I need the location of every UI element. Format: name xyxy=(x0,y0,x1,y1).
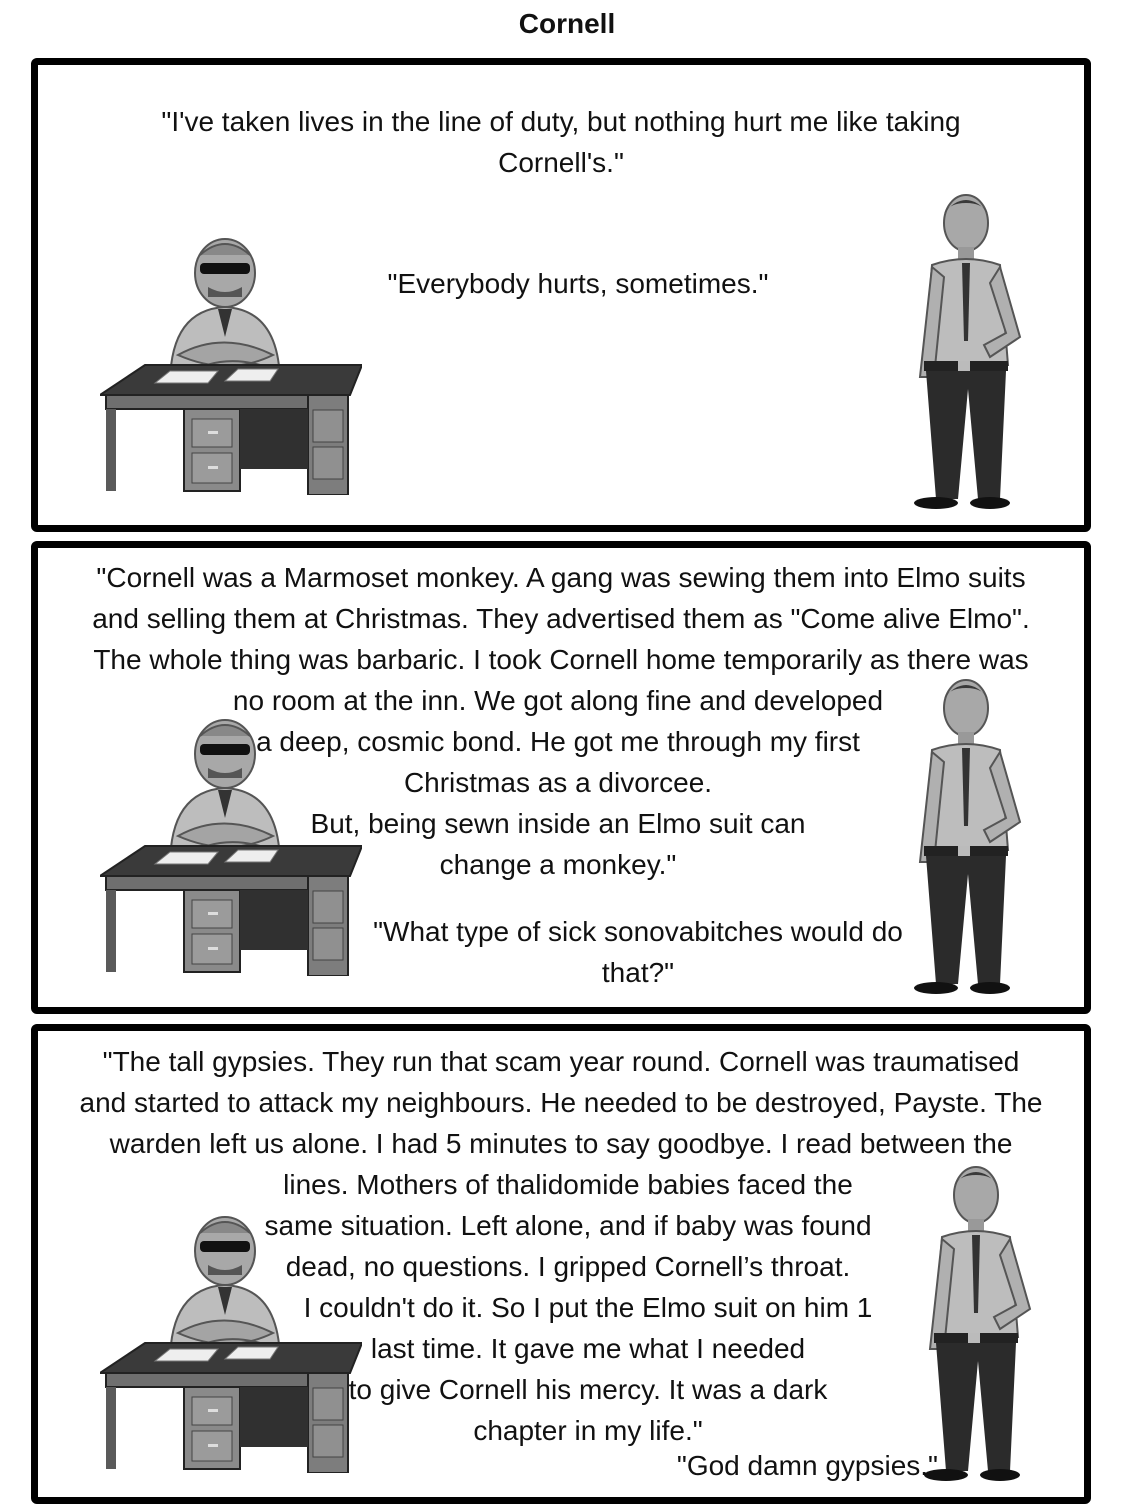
narration-line: same situation. Left alone, and if baby was found xyxy=(264,1210,872,1241)
narration-line: dead, no questions. I gripped Cornell’s throat. xyxy=(285,1251,851,1282)
narration-line: chapter in my life." xyxy=(473,1415,703,1446)
page-title: Cornell xyxy=(518,8,616,39)
standing-officer xyxy=(898,191,1034,511)
reply-line: that?" xyxy=(601,957,675,988)
narration-line: "I've taken lives in the line of duty, but nothing hurt me like taking xyxy=(161,106,961,137)
narration-line: last time. It gave me what I needed xyxy=(370,1333,806,1364)
reply-line: "God damn gypsies." xyxy=(676,1450,938,1481)
narration-line: lines. Mothers of thalidomide babies faced the xyxy=(283,1169,853,1200)
comic-panel-3 xyxy=(31,1024,1091,1504)
narration-line: "The tall gypsies. They run that scam year round. Cornell was traumatised xyxy=(102,1046,1020,1077)
narration-line: a deep, cosmic bond. He got me through my first xyxy=(256,726,860,757)
reply-line: "Everybody hurts, sometimes." xyxy=(387,268,769,299)
narration-line: to give Cornell his mercy. It was a dark xyxy=(348,1374,828,1405)
narration-line: But, being sewn inside an Elmo suit can xyxy=(310,808,806,839)
narration-line: and selling them at Christmas. They advertised them as "Come alive Elmo". xyxy=(92,603,1030,634)
narration-line: "Cornell was a Marmoset monkey. A gang was sewing them into Elmo suits xyxy=(96,562,1026,593)
narration-line: and started to attack my neighbours. He needed to be destroyed, Payste. The xyxy=(79,1087,1043,1118)
narration-line: warden left us alone. I had 5 minutes to say goodbye. I read between the xyxy=(109,1128,1013,1159)
narration-line: no room at the inn. We got along fine and developed xyxy=(232,685,884,716)
comic-panel-1 xyxy=(31,58,1091,532)
narration-line: Cornell's." xyxy=(498,147,624,178)
narration-line: Christmas as a divorcee. xyxy=(403,767,713,798)
narration-line: The whole thing was barbaric. I took Cornell home temporarily as there was xyxy=(93,644,1029,675)
narration-line: change a monkey." xyxy=(439,849,677,880)
narration-line: I couldn't do it. So I put the Elmo suit on him 1 xyxy=(303,1292,873,1323)
comic-panel-2 xyxy=(31,541,1091,1014)
reply-line: "What type of sick sonovabitches would do xyxy=(373,916,903,947)
